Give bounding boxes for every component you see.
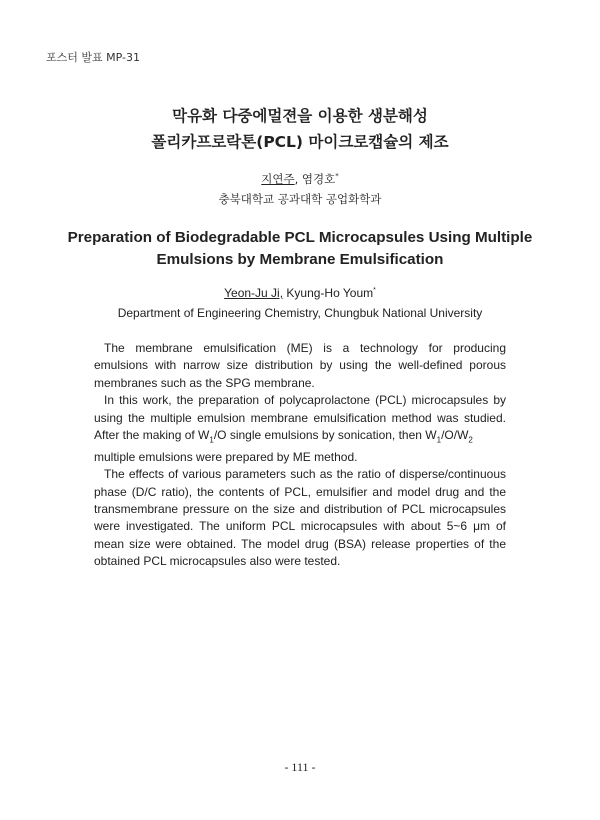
abstract-line: obtained PCL microcapsules also were tested. xyxy=(94,554,341,569)
korean-title-line-2: 폴리카프로락톤(PCL) 마이크로캡슐의 제조 xyxy=(151,133,449,151)
english-corresponding-author: Kyung-Ho Youm xyxy=(286,286,374,300)
english-affiliation: Department of Engineering Chemistry, Chungbuk National University xyxy=(117,306,483,320)
korean-affiliation: 충북대학교 공과대학 공업화학과 xyxy=(218,192,382,206)
korean-title xyxy=(0,103,600,155)
subscript: 1 xyxy=(436,435,442,445)
abstract-line: membranes such as the SPG membrane. xyxy=(94,375,315,390)
session-label: 포스터 발표 MP-31 xyxy=(46,51,140,64)
abstract-line: were investigated. The uniform PCL microcapsules with about 5~6 μm of xyxy=(94,519,506,534)
abstract-line: multiple emulsions were prepared by ME method. xyxy=(94,449,358,464)
subscript: 2 xyxy=(468,435,473,445)
abstract-line: phase (D/C ratio), the contents of PCL, emulsifier and model drug and the xyxy=(94,484,506,499)
abstract-line-subscripts: After the making of $W_1/O$ single emulsions by sonication, then $W_1/O/W_2$ xyxy=(94,428,473,445)
abstract-line: transmembrane pressure on the size and distribution of PCL microcapsules xyxy=(94,502,506,517)
english-authors xyxy=(0,286,600,300)
abstract-body xyxy=(94,340,506,571)
corresponding-mark: * xyxy=(335,172,339,181)
english-title xyxy=(0,227,600,271)
english-title-line-1: Preparation of Biodegradable PCL Microcapsules Using Multiple xyxy=(67,229,533,246)
english-presenter: Yeon-Ju Ji, xyxy=(224,286,284,300)
abstract-line: In this work, the preparation of polycaprolactone (PCL) microcapsules by xyxy=(104,393,506,408)
page-number: - 111 - xyxy=(284,760,316,774)
abstract-line: emulsions with narrow size distribution by using the well-defined porous xyxy=(94,358,506,373)
korean-corresponding-author: 염경호 xyxy=(301,172,336,186)
korean-presenter: 지연주 xyxy=(261,172,295,186)
abstract-line: mean size were obtained. The model drug (BSA) release properties of the xyxy=(94,536,506,551)
abstract-line: The membrane emulsification (ME) is a technology for producing xyxy=(104,341,506,355)
korean-author-sep: , xyxy=(294,172,299,186)
english-title-line-2: Emulsions by Membrane Emulsification xyxy=(156,251,444,268)
english-corresponding-mark: * xyxy=(373,287,376,294)
korean-authors xyxy=(0,171,600,187)
abstract-line: The effects of various parameters such as the ratio of disperse/continuous xyxy=(104,467,506,482)
subscript: 1 xyxy=(209,435,214,445)
abstract-line: using the multiple emulsion membrane emulsification method was studied. xyxy=(94,410,506,425)
korean-title-line-1: 막유화 다중에멀젼을 이용한 생분해성 xyxy=(172,107,428,125)
